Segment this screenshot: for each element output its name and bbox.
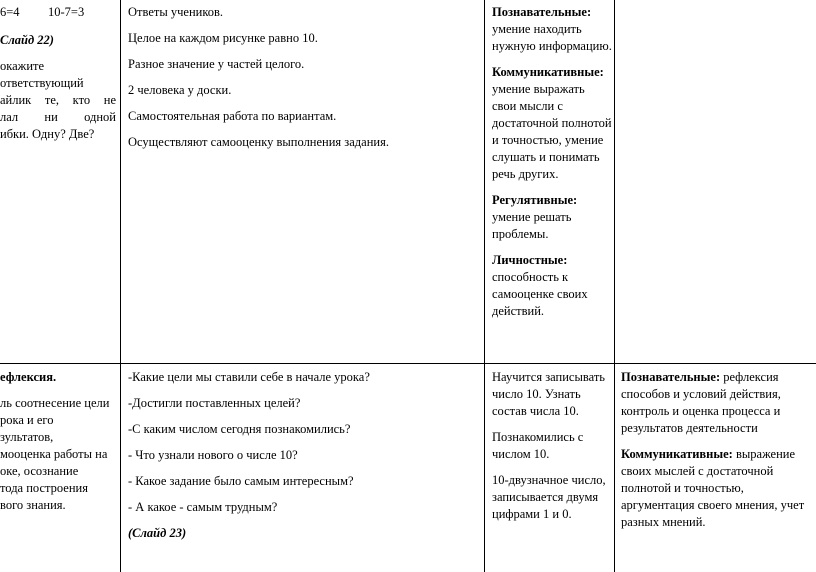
stage-text-line: оке, осознание — [0, 464, 79, 478]
outcome-title: Личностные: — [492, 253, 568, 267]
outcome-regulatory — [492, 192, 612, 243]
outcome-title: Познавательные: — [492, 5, 592, 19]
slide-reference: Слайд 22) — [0, 33, 54, 47]
grid-line-row — [0, 363, 816, 364]
outcome-text: умение выражать свои мысли с достаточной полнотой и точностью, умение слушать и понимать речь других. — [492, 82, 612, 181]
stage-text-line: вого знания. — [0, 498, 66, 512]
stage-text-line: мооценка работы на — [0, 447, 108, 461]
question-line: - Что узнали нового о числе 10? — [128, 448, 298, 462]
row2-stage-cell — [0, 369, 116, 514]
stage-text-line: ль соотнесение цели — [0, 396, 110, 410]
outcome-title: Коммуникативные: — [621, 447, 733, 461]
row2-learning-outcomes — [621, 369, 813, 540]
grid-line-col3 — [614, 0, 615, 572]
outcome-text: умение решать проблемы. — [492, 210, 572, 241]
outcome-communicative — [621, 446, 813, 531]
row1-student-activity — [128, 4, 478, 160]
question-line: -С каким числом сегодня познакомились? — [128, 422, 351, 436]
answer-line: Научится записывать число 10. Узнать состав числа 10. — [492, 370, 605, 418]
row2-teacher-questions — [128, 369, 478, 551]
stage-title: ефлексия. — [0, 370, 57, 384]
outcome-text: выражение своих мыслей с достаточной полнотой и точностью, аргументация своего мнения, учет разных мнений. — [621, 447, 805, 529]
outcome-title: Регулятивные: — [492, 193, 578, 207]
grid-line-col1 — [120, 0, 121, 572]
answer-line: Познакомились с числом 10. — [492, 430, 584, 461]
stage-text-line: айлик те, кто не — [0, 93, 116, 107]
outcome-title: Познавательные: — [621, 370, 721, 384]
outcome-cognitive — [492, 4, 612, 55]
activity-line: Осуществляют самооценку выполнения задания. — [128, 135, 389, 149]
stage-text-line: лал ни одной — [0, 110, 116, 124]
expression-2: 10-7=3 — [48, 5, 85, 19]
stage-text-line: ответствующий — [0, 76, 84, 90]
activity-line: Ответы учеников. — [128, 5, 224, 19]
question-line: - Какое задание было самым интересным? — [128, 474, 354, 488]
outcome-text: умение находить нужную информацию. — [492, 22, 612, 53]
outcome-text: способность к самооценке своих действий. — [492, 270, 588, 318]
row1-stage-cell — [0, 4, 116, 143]
stage-text-line: ибки. Одну? Две? — [0, 127, 95, 141]
grid-line-col2 — [484, 0, 485, 572]
outcome-text: рефлексия способов и условий действия, контроль и оценка процесса и результатов деятельности — [621, 370, 781, 435]
activity-line: Целое на каждом рисунке равно 10. — [128, 31, 318, 45]
outcome-title: Коммуникативные: — [492, 65, 604, 79]
stage-text-line: окажите — [0, 59, 45, 73]
activity-line: 2 человека у доски. — [128, 83, 232, 97]
stage-text-line: тода построения — [0, 481, 88, 495]
row1-learning-outcomes — [492, 4, 612, 329]
question-line: - А какое - самым трудным? — [128, 500, 278, 514]
activity-line: Самостоятельная работа по вариантам. — [128, 109, 337, 123]
slide-reference: (Слайд 23) — [128, 526, 187, 540]
answer-line: 10-двузначное число, записывается двумя цифрами 1 и 0. — [492, 473, 606, 521]
expression-1: 6=4 — [0, 5, 20, 19]
activity-line: Разное значение у частей целого. — [128, 57, 305, 71]
stage-text-line: рока и его — [0, 413, 54, 427]
outcome-cognitive — [621, 369, 813, 437]
stage-text-line: зультатов, — [0, 430, 54, 444]
question-line: -Достигли поставленных целей? — [128, 396, 301, 410]
outcome-personal — [492, 252, 612, 320]
outcome-communicative — [492, 64, 612, 183]
question-line: -Какие цели мы ставили себе в начале урока? — [128, 370, 370, 384]
row2-student-answers — [492, 369, 610, 532]
